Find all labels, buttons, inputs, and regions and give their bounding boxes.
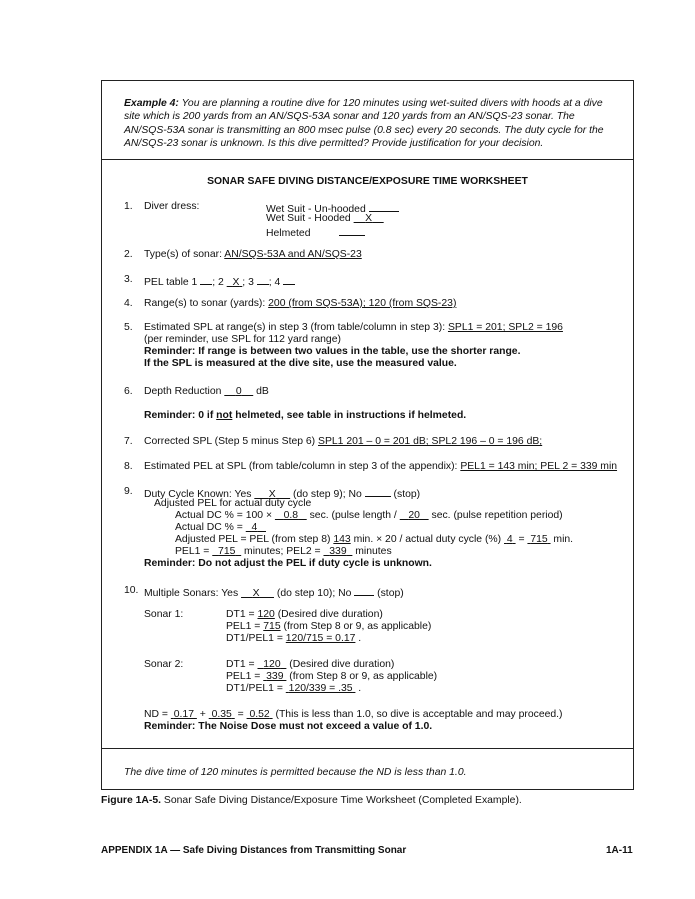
conclusion: The dive time of 120 minutes is permitted because the ND is less than 1.0. bbox=[124, 767, 467, 778]
step-number: 8. bbox=[124, 461, 133, 472]
noise-dose-reminder: Reminder: The Noise Dose must not exceed a value of 1.0. bbox=[144, 721, 433, 732]
step-4: Range(s) to sonar (yards): 200 (from SQS-53A); 120 (from SQS-23) bbox=[144, 298, 457, 309]
step-8: Estimated PEL at SPL (from table/column in step 3 of the appendix): PEL1 = 143 min; PEL 2 = 339 min bbox=[144, 461, 618, 472]
step-1-label: Diver dress: bbox=[144, 201, 200, 212]
example-label: Example 4: bbox=[124, 98, 179, 109]
step-9: Duty Cycle Known: Yes X (do step 9); No (stop) bbox=[144, 486, 420, 502]
sonar-1-label: Sonar 1: bbox=[144, 609, 184, 620]
step-7: Corrected SPL (Step 5 minus Step 6) SPL1 201 – 0 = 201 dB; SPL2 196 – 0 = 196 dB; bbox=[144, 436, 543, 447]
figure-caption bbox=[101, 795, 522, 808]
example-problem bbox=[124, 97, 619, 150]
step-10: Multiple Sonars: Yes X (do step 10); No (stop) bbox=[144, 585, 404, 601]
worksheet-title: SONAR SAFE DIVING DISTANCE/EXPOSURE TIME WORKSHEET bbox=[207, 176, 528, 187]
worksheet-frame bbox=[101, 80, 634, 790]
step-6-reminder: Reminder: 0 if not helmeted, see table in instructions if helmeted. bbox=[144, 410, 467, 421]
step-5-reminder: If the SPL is measured at the dive site, use the measured value. bbox=[144, 358, 457, 369]
step-number: 3. bbox=[124, 274, 133, 285]
figure-label: Figure 1A-5. bbox=[101, 795, 162, 806]
step-9-line: Adjusted PEL = PEL (from step 8) 143 min. × 20 / actual duty cycle (%) 4 = 715 min. bbox=[175, 534, 574, 545]
step-3: PEL table 1 ; 2 X ; 3 ; 4 bbox=[144, 274, 295, 290]
step-number: 5. bbox=[124, 322, 133, 333]
running-footer: APPENDIX 1A — Safe Diving Distances from Transmitting Sonar bbox=[101, 845, 407, 856]
step-5-note: (per reminder, use SPL for 112 yard range) bbox=[144, 334, 341, 345]
step-9-reminder: Reminder: Do not adjust the PEL if duty cycle is unknown. bbox=[144, 558, 432, 569]
step-9-line: Adjusted PEL for actual duty cycle bbox=[154, 498, 312, 509]
sonar-1-line: DT1/PEL1 = 120/715 = 0.17 . bbox=[226, 633, 362, 644]
sonar-2-label: Sonar 2: bbox=[144, 659, 184, 670]
sonar-2-line: DT1/PEL1 = 120/339 = .35 . bbox=[226, 683, 362, 694]
divider bbox=[102, 748, 633, 749]
step-2: Type(s) of sonar: AN/SQS-53A and AN/SQS-23 bbox=[144, 249, 362, 260]
diver-dress-option: Helmeted bbox=[266, 225, 365, 241]
step-number: 6. bbox=[124, 386, 133, 397]
noise-dose-line: ND = 0.17 + 0.35 = 0.52 (This is less than 1.0, so dive is acceptable and may proceed.) bbox=[144, 709, 563, 720]
page-number: 1A-11 bbox=[606, 845, 633, 856]
step-6: Depth Reduction 0 dB bbox=[144, 386, 269, 397]
step-number: 9. bbox=[124, 486, 133, 497]
step-5: Estimated SPL at range(s) in step 3 (from table/column in step 3): SPL1 = 201; SPL2 = 196 bbox=[144, 322, 563, 333]
divider bbox=[102, 159, 633, 160]
step-number: 7. bbox=[124, 436, 133, 447]
step-number: 1. bbox=[124, 201, 133, 212]
step-9-line: Actual DC % = 4 bbox=[175, 522, 258, 533]
step-number: 4. bbox=[124, 298, 133, 309]
diver-dress-option-selected: Wet Suit - Hooded X bbox=[266, 213, 373, 224]
step-9-line: PEL1 = 715 minutes; PEL2 = 339 minutes bbox=[175, 546, 392, 557]
step-number: 10. bbox=[124, 585, 139, 596]
step-number: 2. bbox=[124, 249, 133, 260]
sonar-2-line: DT1 = 120 (Desired dive duration) bbox=[226, 659, 395, 670]
figure-caption-text: Sonar Safe Diving Distance/Exposure Time Worksheet (Completed Example). bbox=[161, 795, 522, 806]
sonar-1-line: DT1 = 120 (Desired dive duration) bbox=[226, 609, 383, 620]
sonar-2-line: PEL1 = 339 (from Step 8 or 9, as applicable) bbox=[226, 671, 438, 682]
example-text: You are planning a routine dive for 120 minutes using wet-suited divers with hoods at a dive site which is 200 yards from an AN/SQS-53A sonar and 120 yards from an AN/SQS-23 sonar. The AN/SQS-53A sonar is transmitting an 800 msec pulse (0.8 sec) every 20 seconds. The duty cycle for the AN/SQS-23 sonar is unknown. Is this dive permitted? Provide justification for your decision. bbox=[124, 98, 604, 149]
sonar-1-line: PEL1 = 715 (from Step 8 or 9, as applicable) bbox=[226, 621, 432, 632]
diver-dress-option: Wet Suit - Un-hooded bbox=[266, 201, 399, 217]
step-5-reminder: Reminder: If range is between two values in the table, use the shorter range. bbox=[144, 346, 521, 357]
step-9-line: Actual DC % = 100 × 0.8 sec. (pulse length / 20 sec. (pulse repetition period) bbox=[175, 510, 563, 521]
